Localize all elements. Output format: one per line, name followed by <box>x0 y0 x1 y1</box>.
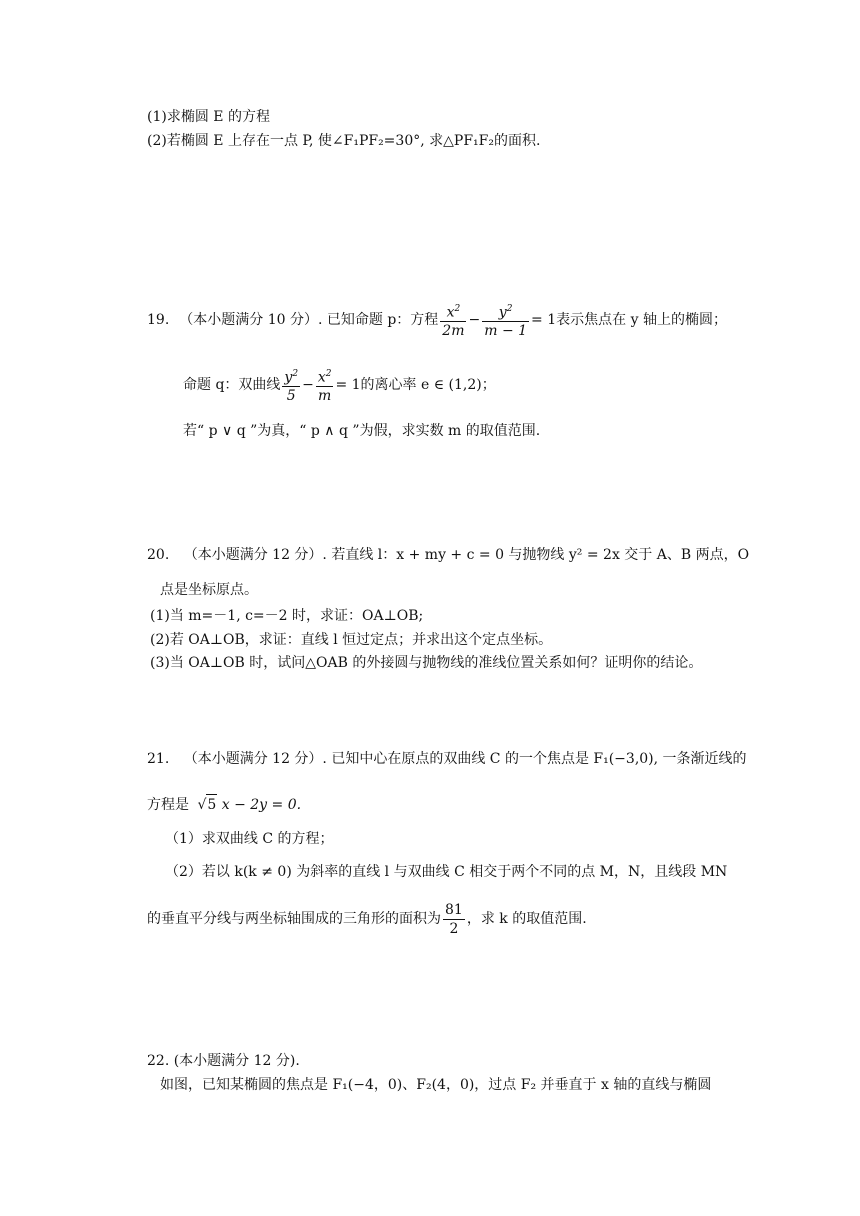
q21-line1 <box>147 749 747 769</box>
q18-part2: (2)若椭圆 E 上存在一点 P, 使∠F₁PF₂=30°, 求△PF₁F₂的面积. <box>147 133 541 149</box>
q19-q-tail: 的离心率 e ∈ (1,2)； <box>360 377 496 393</box>
q21-line5 <box>147 897 587 941</box>
q21-part3a: 的垂直平分线与两坐标轴围成的三角形的面积为 <box>147 911 441 927</box>
q21-line2: 方程是 √5 x − 2y = 0. <box>147 794 301 815</box>
q21-part3b: ，求 k 的取值范围. <box>466 911 587 927</box>
q20-number: 20. <box>147 547 170 563</box>
q20-line2: 点是坐标原点。 <box>160 582 258 598</box>
q18-part1: (1)求椭圆 E 的方程 <box>147 109 270 125</box>
q22-head: (本小题满分 12 分). <box>173 1053 300 1069</box>
q19-head: （本小题满分 10 分）. 已知命题 p：方程 <box>179 312 439 328</box>
q22-number: 22. <box>147 1053 170 1069</box>
q20-part2: (2)若 OA⊥OB，求证：直线 l 恒过定点；并求出这个定点坐标。 <box>150 632 553 648</box>
q19-tail: 表示焦点在 y 轴上的椭圆； <box>556 312 727 328</box>
q21-number: 21. <box>147 751 170 767</box>
q20-head: （本小题满分 12 分）. 若直线 l：x + my + c = 0 与抛物线 y² = 2x 交于 A、B 两点，O <box>183 547 750 563</box>
q19-number: 19. <box>147 312 170 328</box>
q19-line2: 命题 q：双曲线 $\frac{y^2}{5}$ − $\frac{x^2}{m}$ = 1 的离心率 e ∈ (1,2)； <box>183 365 496 405</box>
q20-line1 <box>147 545 749 565</box>
q21-part1: （1）求双曲线 C 的方程； <box>165 831 334 847</box>
q19-q-label: 命题 q：双曲线 <box>183 377 281 393</box>
q19-frac1: $\frac{x^2}{2m}$ <box>440 300 466 341</box>
q20-part1: (1)当 m=－1, c=－2 时，求证：OA⊥OB; <box>150 608 424 624</box>
q19-frac3: $\frac{y^2}{5}$ <box>282 365 300 406</box>
q19-frac2: $\frac{y^2}{m - 1}$ <box>482 300 529 341</box>
q21-frac: $\frac{81}{2}$ <box>445 901 463 937</box>
q21-part2: （2）若以 k(k ≠ 0) 为斜率的直线 l 与双曲线 C 相交于两个不同的点 M，N，且线段 MN <box>165 864 728 880</box>
q19-line1: 19. （本小题满分 10 分）. 已知命题 p：方程 $\frac{x^2}{2m}$ − $\frac{y^2}{m - 1}$ = 1 表示焦点在 y 轴上的椭圆； <box>147 300 727 340</box>
q19-frac4: $\frac{x^2}{m}$ <box>316 365 334 406</box>
q22-line1 <box>147 1051 300 1071</box>
q20-part3: (3)当 OA⊥OB 时，试问△OAB 的外接圆与抛物线的准线位置关系如何？证明你的结论。 <box>150 655 703 671</box>
q19-condition: 若“ p ∨ q ”为真，“ p ∧ q ”为假，求实数 m 的取值范围. <box>183 423 541 439</box>
q21-asym-tail: x − 2y = 0. <box>221 797 302 813</box>
q21-asym-prefix: 方程是 <box>147 797 189 813</box>
q22-body: 如图，已知某椭圆的焦点是 F₁(−4，0)、F₂(4，0)，过点 F₂ 并垂直于 x 轴的直线与椭圆 <box>160 1077 712 1093</box>
q21-head: （本小题满分 12 分）. 已知中心在原点的双曲线 C 的一个焦点是 F₁(−3,0), 一条渐近线的 <box>183 751 747 767</box>
